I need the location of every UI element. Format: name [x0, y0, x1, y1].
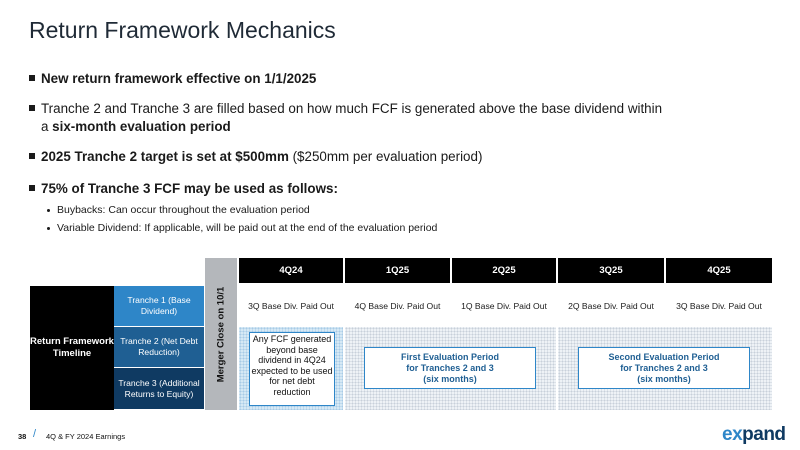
- net-debt-note: Any FCF generated beyond base dividend in 4Q24 expected to be used for net debt reduction: [249, 332, 335, 406]
- period-line: First Evaluation Period: [400, 351, 500, 362]
- merger-close-band: [205, 258, 237, 410]
- page-title: Return Framework Mechanics: [29, 17, 336, 43]
- base-dividend-cell: 3Q Base Div. Paid Out: [676, 300, 762, 311]
- page-number: 38: [18, 432, 27, 441]
- quarter-header: 4Q24: [239, 258, 343, 283]
- expand-logo: [722, 424, 786, 446]
- base-dividend-cell: 3Q Base Div. Paid Out: [248, 300, 334, 311]
- first-evaluation-period-box: [364, 347, 536, 389]
- period-line: (six months): [637, 373, 691, 384]
- timeline-label: Return Framework Timeline: [30, 286, 114, 410]
- sub-bullet-buybacks: Buybacks: Can occur throughout the evaluation period: [47, 204, 310, 216]
- bullet-tranche-fill: Tranche 2 and Tranche 3 are filled based on how much FCF is generated above the base dividend within a six-month evaluation period: [29, 100, 662, 136]
- period-line: for Tranches 2 and 3: [620, 362, 708, 373]
- base-dividend-cell: 1Q Base Div. Paid Out: [461, 300, 547, 311]
- merger-close-label: Merger Close on 10/1: [215, 286, 227, 382]
- period-line: (six months): [423, 373, 477, 384]
- quarter-header: 1Q25: [345, 258, 450, 283]
- period-line: for Tranches 2 and 3: [406, 362, 494, 373]
- second-evaluation-period-box: [578, 347, 750, 389]
- quarter-header: 4Q25: [666, 258, 772, 283]
- tranche-2-label: Tranche 2 (Net Debt Reduction): [114, 327, 204, 368]
- sub-bullet-variable-dividend: Variable Dividend: If applicable, will be paid out at the end of the evaluation period: [47, 222, 437, 234]
- quarter-header: 3Q25: [558, 258, 664, 283]
- footer-divider: /: [33, 428, 37, 440]
- tranche-1-label: Tranche 1 (Base Dividend): [114, 286, 204, 327]
- bullet-tranche3-use: 75% of Tranche 3 FCF may be used as follows:: [29, 180, 338, 198]
- base-dividend-cell: 4Q Base Div. Paid Out: [354, 300, 441, 311]
- base-dividend-cell: 2Q Base Div. Paid Out: [568, 300, 654, 311]
- bullet-effective-date: New return framework effective on 1/1/2025: [29, 70, 316, 88]
- tranche-3-label: Tranche 3 (Additional Returns to Equity): [114, 368, 204, 410]
- logo-rest: pand: [742, 424, 786, 445]
- logo-first: ex: [722, 424, 743, 445]
- period-line: Second Evaluation Period: [608, 351, 720, 362]
- bullet-tranche2-target: 2025 Tranche 2 target is set at $500mm ($250mm per evaluation period): [29, 148, 482, 166]
- quarter-header: 2Q25: [452, 258, 556, 283]
- footer-text: 4Q & FY 2024 Earnings: [46, 432, 126, 441]
